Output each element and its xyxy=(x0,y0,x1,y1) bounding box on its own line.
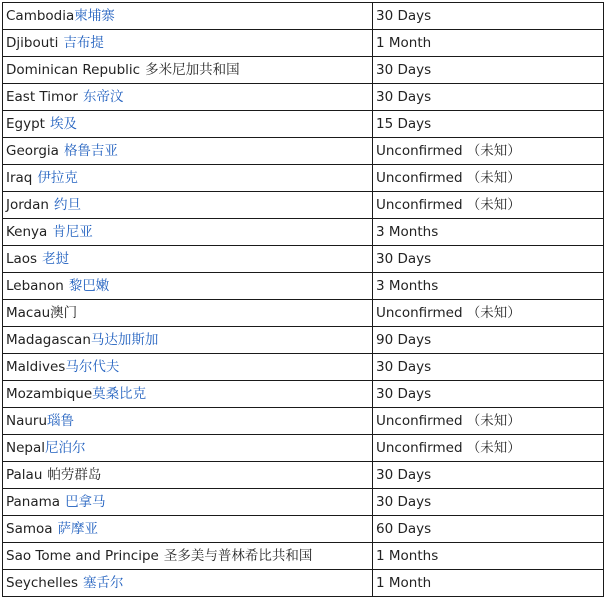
table-row xyxy=(3,354,604,381)
country-name-zh-link[interactable]: 塞舌尔 xyxy=(83,575,124,591)
country-name-zh-link[interactable]: 伊拉克 xyxy=(37,170,78,186)
country-name-en: Iraq xyxy=(6,170,33,186)
country-name-zh: 多米尼加共和国 xyxy=(145,62,240,78)
country-name-en: Samoa xyxy=(6,521,53,537)
country-cell xyxy=(3,111,373,138)
country-cell xyxy=(3,219,373,246)
table-row xyxy=(3,30,604,57)
country-name-zh: 澳门 xyxy=(50,305,78,321)
stay-duration-cell: 30 Days xyxy=(373,57,604,84)
stay-duration-cell: 30 Days xyxy=(373,462,604,489)
country-name-zh-link[interactable]: 萨摩亚 xyxy=(57,521,99,537)
stay-duration-cell: 3 Months xyxy=(373,219,604,246)
table-row xyxy=(3,111,604,138)
country-cell xyxy=(3,543,373,570)
table-row xyxy=(3,543,604,570)
stay-duration-cell: 15 Days xyxy=(373,111,604,138)
table-row xyxy=(3,165,604,192)
stay-duration-cell: 30 Days xyxy=(373,246,604,273)
country-cell xyxy=(3,3,373,30)
country-name-en: Egypt xyxy=(6,116,45,132)
country-cell xyxy=(3,570,373,597)
table-row xyxy=(3,57,604,84)
country-name-zh-link[interactable]: 黎巴嫩 xyxy=(68,278,110,294)
country-name-zh: 圣多美与普林希比共和国 xyxy=(163,548,313,564)
country-name-en: Nepal xyxy=(6,440,45,456)
country-cell xyxy=(3,165,373,192)
country-name-en: Laos xyxy=(6,251,38,267)
stay-duration-cell: 30 Days xyxy=(373,489,604,516)
country-name-en: Seychelles xyxy=(6,575,78,591)
country-cell xyxy=(3,435,373,462)
table-row xyxy=(3,381,604,408)
stay-duration-cell: Unconfirmed （未知） xyxy=(373,435,604,462)
table-row xyxy=(3,489,604,516)
table-row xyxy=(3,246,604,273)
country-name-zh-link[interactable]: 东帝汶 xyxy=(82,89,124,105)
country-name-en: Sao Tome and Principe xyxy=(6,548,159,564)
country-name-zh-link[interactable]: 约旦 xyxy=(53,197,81,213)
table-row xyxy=(3,327,604,354)
stay-duration-cell: Unconfirmed （未知） xyxy=(373,165,604,192)
country-name-zh-link[interactable]: 格鲁吉亚 xyxy=(63,143,118,159)
visa-free-countries-table xyxy=(2,2,604,597)
stay-duration-cell: 30 Days xyxy=(373,381,604,408)
country-name-en: Kenya xyxy=(6,224,48,240)
country-name-zh-link[interactable]: 老挝 xyxy=(42,251,70,267)
table-row xyxy=(3,516,604,543)
table-row xyxy=(3,219,604,246)
country-cell xyxy=(3,300,373,327)
country-name-zh-link[interactable]: 马尔代夫 xyxy=(65,359,120,375)
stay-duration-cell: 30 Days xyxy=(373,3,604,30)
country-name-zh-link[interactable]: 马达加斯加 xyxy=(90,332,159,348)
country-name-en: Cambodia xyxy=(6,8,75,24)
country-name-en: Jordan xyxy=(6,197,49,213)
table-row xyxy=(3,273,604,300)
stay-duration-cell: 1 Months xyxy=(373,543,604,570)
country-name-en: Panama xyxy=(6,494,61,510)
country-cell xyxy=(3,516,373,543)
country-name-zh-link[interactable]: 柬埔寨 xyxy=(74,8,115,24)
table-body xyxy=(3,3,604,597)
country-cell xyxy=(3,246,373,273)
country-name-zh-link[interactable]: 埃及 xyxy=(49,116,77,132)
country-name-zh-link[interactable]: 莫桑比克 xyxy=(92,386,147,402)
country-cell xyxy=(3,408,373,435)
country-cell xyxy=(3,138,373,165)
country-name-en: Maldives xyxy=(6,359,66,375)
table-row xyxy=(3,84,604,111)
country-name-en: Mozambique xyxy=(6,386,93,402)
country-name-en: Dominican Republic xyxy=(6,62,141,78)
country-name-en: East Timor xyxy=(6,89,78,105)
stay-duration-cell: 30 Days xyxy=(373,354,604,381)
country-cell xyxy=(3,354,373,381)
country-name-zh-link[interactable]: 瑙鲁 xyxy=(47,413,75,429)
country-cell xyxy=(3,30,373,57)
stay-duration-cell: 1 Month xyxy=(373,570,604,597)
table-row xyxy=(3,570,604,597)
country-name-zh-link[interactable]: 巴拿马 xyxy=(65,494,106,510)
table-row xyxy=(3,435,604,462)
country-name-zh: 帕劳群岛 xyxy=(47,467,102,483)
country-name-en: Djibouti xyxy=(6,35,59,51)
country-name-zh-link[interactable]: 尼泊尔 xyxy=(45,440,86,456)
stay-duration-cell: 3 Months xyxy=(373,273,604,300)
table-row xyxy=(3,192,604,219)
country-name-en: Madagascan xyxy=(6,332,91,348)
stay-duration-cell: 90 Days xyxy=(373,327,604,354)
country-cell xyxy=(3,84,373,111)
country-name-en: Macau xyxy=(6,305,51,321)
country-cell xyxy=(3,57,373,84)
country-name-en: Palau xyxy=(6,467,43,483)
country-name-en: Georgia xyxy=(6,143,59,159)
country-name-zh-link[interactable]: 肯尼亚 xyxy=(52,224,93,240)
stay-duration-cell: Unconfirmed （未知） xyxy=(373,192,604,219)
country-name-zh-link[interactable]: 吉布提 xyxy=(63,35,104,51)
stay-duration-cell: 60 Days xyxy=(373,516,604,543)
country-cell xyxy=(3,273,373,300)
stay-duration-cell: Unconfirmed （未知） xyxy=(373,408,604,435)
table-row xyxy=(3,300,604,327)
country-name-en: Lebanon xyxy=(6,278,64,294)
table-row xyxy=(3,3,604,30)
table-row xyxy=(3,408,604,435)
table-row xyxy=(3,138,604,165)
country-cell xyxy=(3,462,373,489)
country-cell xyxy=(3,192,373,219)
stay-duration-cell: Unconfirmed （未知） xyxy=(373,300,604,327)
stay-duration-cell: Unconfirmed （未知） xyxy=(373,138,604,165)
stay-duration-cell: 1 Month xyxy=(373,30,604,57)
country-cell xyxy=(3,489,373,516)
table-row xyxy=(3,462,604,489)
stay-duration-cell: 30 Days xyxy=(373,84,604,111)
country-name-en: Nauru xyxy=(6,413,48,429)
country-cell xyxy=(3,381,373,408)
country-cell xyxy=(3,327,373,354)
